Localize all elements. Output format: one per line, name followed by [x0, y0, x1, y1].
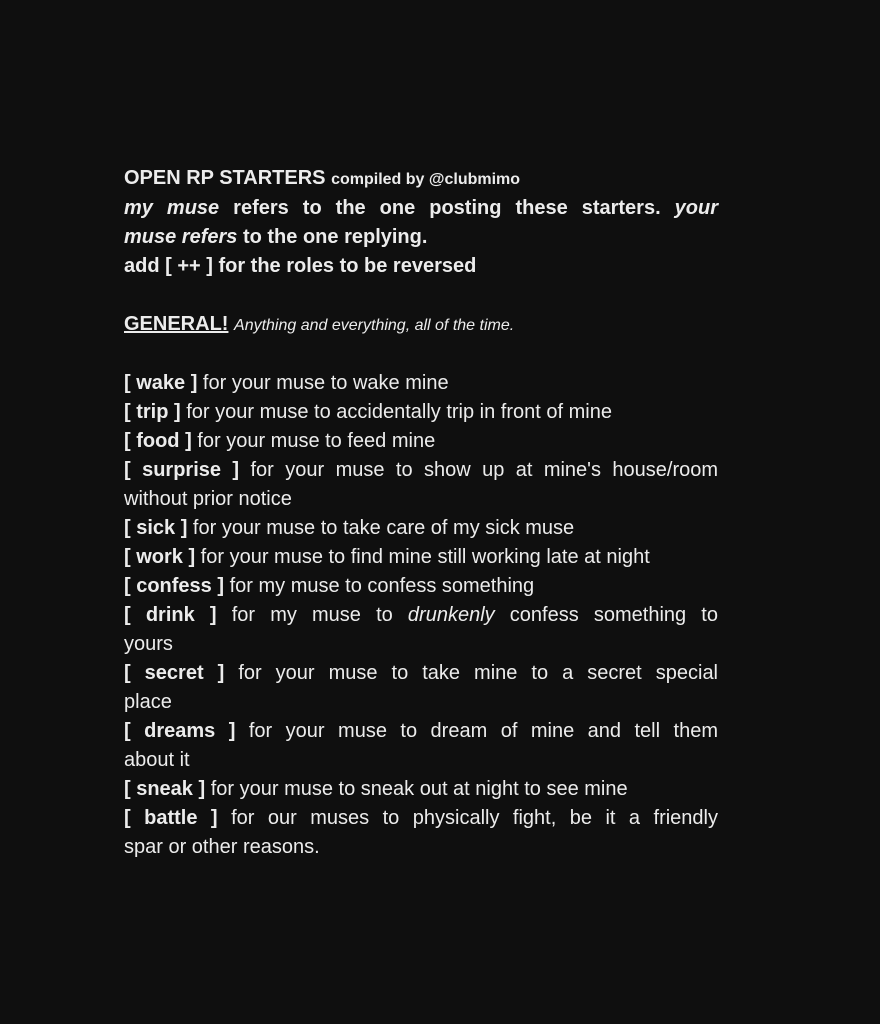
spacer: [124, 340, 718, 369]
definition-line-2: [124, 223, 718, 252]
muse-refers-term: muse refers: [124, 226, 238, 248]
starter-wake: [124, 369, 718, 398]
tag-wake: [ wake ]: [124, 372, 198, 394]
desc-sick: for your muse to take care of my sick muse: [187, 517, 575, 539]
desc-drink-c: confess something to: [494, 604, 718, 626]
desc-drink-b: drunkenly: [407, 604, 495, 626]
starter-confess: [124, 572, 718, 601]
my-muse-term: my muse: [124, 197, 220, 219]
desc-trip: for your muse to accidentally trip in front of mine: [180, 401, 612, 423]
section-subtitle: Anything and everything, all of the time.: [234, 317, 515, 334]
tag-sick: [ sick ]: [124, 517, 188, 539]
starter-secret-cont: place: [124, 691, 172, 713]
starter-food: [124, 427, 718, 456]
desc-surprise-1: for your muse to show up at mine's house/room: [250, 459, 719, 481]
desc-wake: for your muse to wake mine: [197, 372, 449, 394]
tag-food: [ food ]: [124, 430, 192, 452]
desc-work: for your muse to find mine still working late at night: [195, 546, 650, 568]
tag-surprise: [ surprise ]: [124, 459, 240, 481]
starter-drink-cont: yours: [124, 633, 173, 655]
starter-work: [124, 543, 718, 572]
header-line: [124, 164, 718, 194]
section-heading: [124, 310, 718, 340]
desc-confess: for my muse to confess something: [224, 575, 535, 597]
starter-drink: [124, 601, 718, 630]
tag-sneak: [ sneak ]: [124, 778, 206, 800]
starter-surprise-cont: without prior notice: [124, 488, 292, 510]
desc-secret-1: for your muse to take mine to a secret special: [238, 662, 719, 684]
desc-dreams-1: for your muse to dream of mine and tell them: [248, 720, 718, 742]
tag-confess: [ confess ]: [124, 575, 225, 597]
starter-sneak: [124, 775, 718, 804]
reverse-note: add [ ++ ] for the roles to be reversed: [124, 255, 477, 277]
desc-battle-1: for our muses to physically fight, be it a friendly: [231, 807, 718, 829]
starter-sick: [124, 514, 718, 543]
desc-food: for your muse to feed mine: [191, 430, 436, 452]
credit-text: compiled by @clubmimo: [331, 171, 521, 188]
starter-battle-cont: spar or other reasons.: [124, 836, 320, 858]
starter-battle: [124, 804, 718, 833]
starter-trip: [124, 398, 718, 427]
desc-sneak: for your muse to sneak out at night to see mine: [205, 778, 628, 800]
definition-line-1: [124, 194, 718, 223]
tag-dreams: [ dreams ]: [124, 720, 236, 742]
tag-trip: [ trip ]: [124, 401, 181, 423]
definition-text-1: refers to the one posting these starters.: [219, 197, 675, 219]
section-title: GENERAL!: [124, 313, 229, 335]
tag-drink: [ drink ]: [124, 604, 217, 626]
tag-work: [ work ]: [124, 546, 196, 568]
starter-dreams-cont: about it: [124, 749, 190, 771]
your-term: your: [674, 197, 718, 219]
tag-battle: [ battle ]: [124, 807, 218, 829]
definition-text-2: to the one replying.: [237, 226, 428, 248]
desc-drink-a: for my muse to: [231, 604, 408, 626]
document-title: OPEN RP STARTERS: [124, 167, 326, 189]
starters-document: [124, 164, 718, 862]
spacer: [124, 281, 718, 310]
starter-secret: [124, 659, 718, 688]
tag-secret: [ secret ]: [124, 662, 225, 684]
starter-dreams: [124, 717, 718, 746]
starter-surprise: [124, 456, 718, 485]
